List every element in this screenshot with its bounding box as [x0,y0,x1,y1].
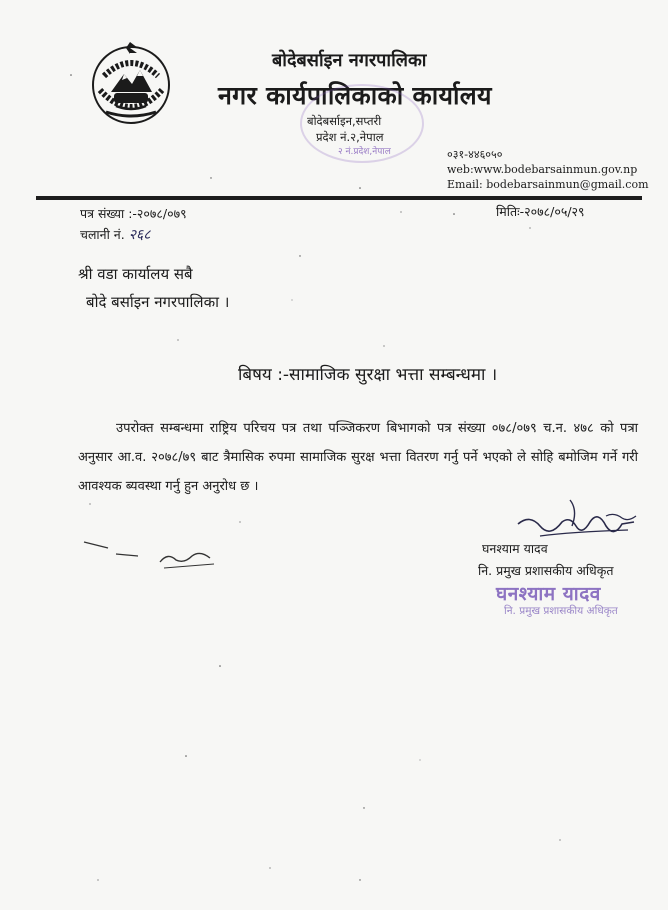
letter-date: मितिः-२०७८/०५/२९ [496,204,585,219]
phone-number: ०३१-४४६०५० [447,148,503,161]
office-title: नगर कार्यपालिकाको कार्यालय [218,81,492,110]
nepal-emblem-icon [86,40,176,126]
address-line-1: बोदेबर्साइन,सप्तरी [307,114,382,128]
pen-marks [80,534,230,574]
stamp-ring-text: २ नं.प्रदेश,नेपाल [338,147,391,157]
signatory-name: घनश्याम यादव [482,541,548,556]
stamp-signatory-title: नि. प्रमुख प्रशासकीय अधिकृत [504,605,618,617]
header-divider [36,196,642,200]
stamp-signatory-name: घनश्याम यादव [496,583,601,605]
letter-subject: बिषय :-सामाजिक सुरक्षा भत्ता सम्बन्धमा । [238,365,498,385]
letter-number: पत्र संख्या :-२०७८/०७९ [80,206,187,221]
email: Email: bodebarsainmun@gmail.com [447,178,649,191]
signatory-title: नि. प्रमुख प्रशासकीय अधिकृत [478,563,614,578]
dispatch-number-handwritten: २६८ [128,227,151,243]
dispatch-label: चलानी नं. [80,227,125,242]
recipient-line-1: श्री वडा कार्यालय सबै [78,265,193,283]
recipient-line-2: बोदे बर्साइन नगरपालिका । [86,293,230,311]
letter-body: उपरोक्त सम्बन्धमा राष्ट्रिय परिचय पत्र तथा पञ्जिकरण बिभागको पत्र संख्या ०७८/०७९ च.न. ४७८ को पत्रा अनुसार आ.व. २०७८/७९ बाट त्रैमासिक रुपमा सामाजिक सुरक्ष भत्ता वितरण गर्नु पर्ने भएको ले सोहि बमोजिम गर्ने गरी आवश्यक ब्यवस्था गर्नु हुन अनुरोध छ । [78,421,638,494]
website: web:www.bodebarsainmun.gov.np [447,163,638,176]
municipality-name: बोदेबर्साइन नगरपालिका [272,50,427,71]
address-line-2: प्रदेश नं.२,नेपाल [316,130,384,144]
dispatch-number [80,225,151,244]
